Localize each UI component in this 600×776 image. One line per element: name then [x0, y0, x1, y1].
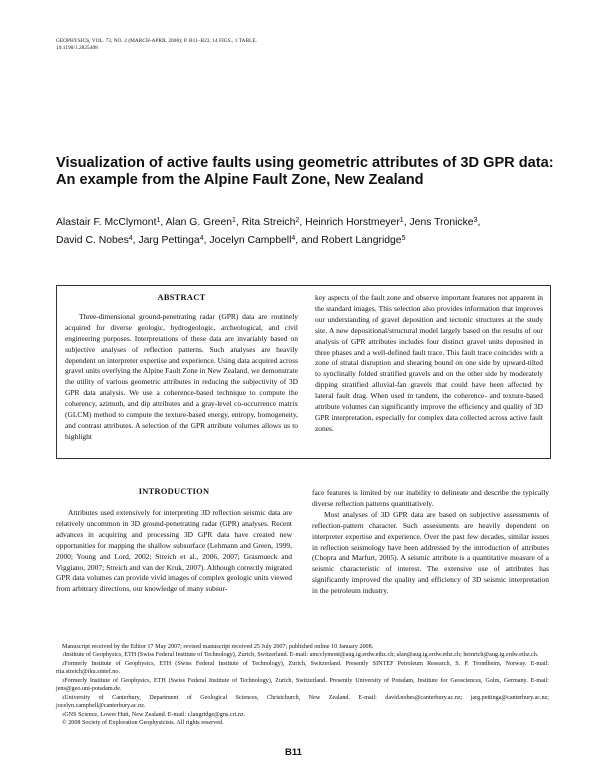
footnotes	[56, 643, 549, 728]
author-name: Alastair F. McClymont	[56, 217, 157, 228]
title-line-2: An example from the Alpine Fault Zone, New Zealand	[56, 172, 424, 188]
title-line-1: Visualization of active faults using geometric attributes of 3D GPR data:	[56, 155, 554, 171]
abstract-column-1	[65, 293, 298, 443]
footnote-5: $^5$GNS Science, Lower Hutt, New Zealand. E-mail: r.langridge@gns.cri.nz.	[62, 711, 246, 718]
author-name: Jarg Pettinga	[138, 234, 200, 246]
abstract-box	[56, 285, 551, 459]
footnote-1: $^1$Institute of Geophysics, ETH (Swiss Federal Institute of Technology), Zurich, Switzerland. E-mail: amcclymont@aug.ig.erdw.ethz.ch; alan@aug.ig.erdw.ethz.ch; heinrich@aug.ig.erdw.ethz.ch.	[62, 652, 539, 659]
abstract-heading: ABSTRACT	[157, 293, 206, 302]
page-number: B11	[285, 747, 302, 758]
intro-paragraph-continued: face features is limited by our inability to delineate and describe the typically diverse reflection patterns quantitatively.	[312, 488, 549, 508]
footnote-received: Manuscript received by the Editor 17 May 2007; revised manuscript received 25 July 2007; published online 10 January 2008.	[62, 644, 374, 650]
author-name: Alan G. Green	[165, 217, 232, 228]
intro-paragraph-2: Most analyses of 3D GPR data are based on subjective assessments of reflection-pattern character. Such assessments are heavily dependent on interpreter expertise and experience. Over the past few decades, similar issues in reflection seismology have been addressed by the introduction of attributes (Chopra and Marfurt, 2005). A seismic attribute is a quantitative measure of a seismic characteristic of interest. The extensive use of attributes has significantly improved the quality and efficiency of 3D seismic interpretation in the petroleum industry.	[312, 509, 549, 596]
author-name: Robert Langridge	[321, 234, 402, 246]
journal-citation: GEOPHYSICS, VOL. 73, NO. 2 (MARCH-APRIL 2008); P. B11–B23, 14 FIGS., 1 TABLE.	[56, 38, 258, 44]
journal-header	[56, 38, 476, 52]
introduction-column-right	[312, 488, 549, 597]
author-name: David C. Nobes	[56, 234, 129, 246]
introduction-heading: INTRODUCTION	[138, 487, 210, 496]
author-name: Jocelyn Campbell	[209, 234, 292, 246]
paper-title	[56, 155, 556, 189]
affiliation-marker: 4	[199, 234, 204, 242]
author-name: Jens Tronicke	[409, 217, 474, 228]
introduction-column-left	[56, 508, 292, 595]
abstract-column-2	[315, 293, 543, 435]
author-name: Heinrich Horstmeyer	[305, 217, 400, 228]
footnote-4: $^4$University of Canterbury, Department of Geological Sciences, Christchurch, New Zealand. E-mail: david.nobes@canterbury.ac.nz; jarg.pettinga@canterbury.ac.nz; jocelyn.campbell@canterbury.ac.nz.	[56, 694, 549, 710]
affiliation-marker: 2	[295, 217, 300, 224]
abstract-text-1: Three-dimensional ground-penetrating radar (GPR) data are routinely acquired for diverse geologic, hydrogeologic, archeological, and civil engineering purposes. Interpretations of these data are invariably based on subjective analyses of reflection patterns. Such analyses are heavily dependent on interpreter expertise and experience. Using data acquired across gravel units overlying the Alpine Fault Zone in New Zealand, we demonstrate the utility of various geometric attributes in reducing the subjectivity of 3D GPR data analysis. We use a coherence-based technique to compute the coherency, azimuth, and dip attributes and a gray-level co-occurrence matrix (GLCM) method to compute the texture-based energy, entropy, homogeneity, and contrast attributes. A selection of the GPR attribute volumes allows us to highlight	[65, 311, 298, 441]
affiliation-marker: 3	[473, 217, 478, 224]
author-name: Rita Streich	[241, 217, 296, 228]
affiliation-marker: 4	[291, 234, 296, 242]
copyright: © 2008 Society of Exploration Geophysicists. All rights reserved.	[62, 720, 224, 727]
footnote-2: $^2$Formerly Institute of Geophysics, ETH (Swiss Federal Institute of Technology), Zurich, Switzerland. Presently SINTEF Petroleum Research, S. P. Trondheim, Norway. E-mail: rita.streich@iku.sintef.no.	[56, 660, 549, 676]
affiliation-marker: 1	[232, 217, 236, 224]
affiliation-marker: 1	[399, 217, 404, 224]
footnote-3: $^3$Formerly Institute of Geophysics, ETH (Swiss Federal Institute of Technology), Zurich, Switzerland. Presently University of Potsdam, Institute for Geosciences, Golm, Germany. E-mail: jens@geo.uni-potsdam.de.	[56, 677, 549, 693]
affiliation-marker: 5	[401, 234, 406, 242]
doi: 10.1190/1.2825408	[56, 45, 98, 51]
affiliation-marker: 1	[156, 217, 161, 224]
author-list: Alastair F. McClymont$^1$, Alan G. Green$^1$, Rita Streich$^2$, Heinrich Horstmeyer$^1$, Jens Tronicke$^3$, David C. Nobes$^4$, Jarg Pettinga$^4$, Jocelyn Campbell$^4$, and Robert Langridge$^5$	[56, 217, 481, 246]
intro-paragraph-1: Attributes used extensively for interpreting 3D reflection seismic data are relatively uncommon in 3D ground-penetrating radar (GPR) analyses. Recent advances in acquiring and processing 3D GPR data have created new opportunities for mapping the shallow subsurface (Lehmann and Green, 1999, 2000; Young and Lord, 2002; Streich et al., 2006, 2007; Grasmueck and Viggiano, 2007; Streich and van der Kruk, 2007). Although correctly migrated GPR data volumes can provide vivid images of complex geologic units viewed from arbitrary directions, our knowledge of many subsur-	[56, 508, 292, 594]
affiliation-marker: 4	[128, 234, 133, 242]
abstract-text-2: key aspects of the fault zone and observe important features not apparent in the standard images. This selection also provides information that improves our understanding of gravel deposition and tectonic structures at the study site. A new depositional/structural model largely based on the results of our analysis of GPR attributes includes four distinct gravel units deposited in three phases and a well-defined fault trace. This fault trace coincides with a zone of stratal disruption and shearing bound on one side by upward-tilted to synclinally folded stratified gravels and on the other side by moderately dipping stratified alluvial-fan gravels that could have been affected by lateral fault drag. When used in tandem, the coherence- and texture-based attribute volumes can significantly improve the efficiency and quality of 3D GPR interpretation, especially for complex data collected across active fault zones.	[315, 293, 543, 433]
